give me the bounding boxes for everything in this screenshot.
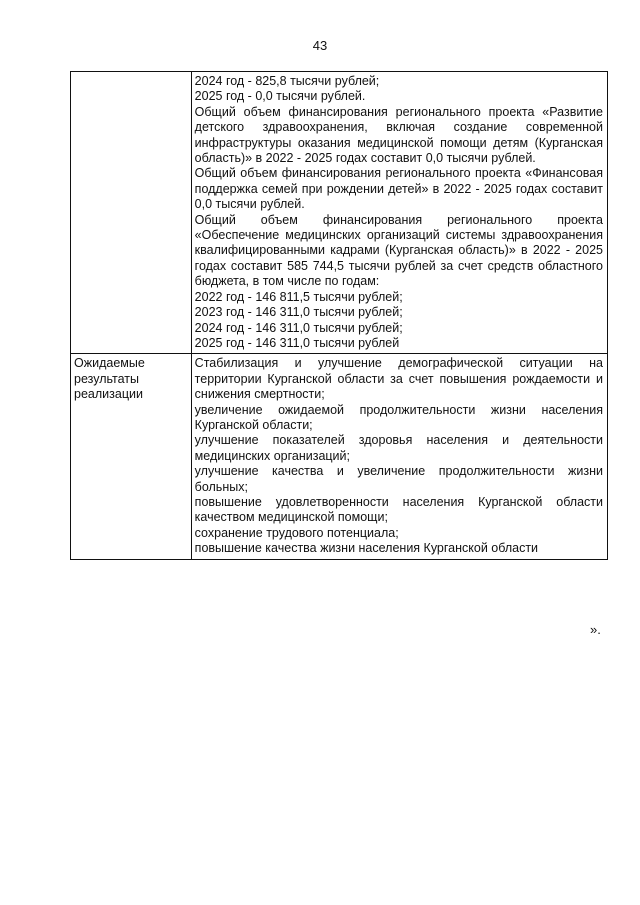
closing-quote: ». [590,622,601,637]
paragraph: 2024 год - 146 311,0 тысячи рублей; [194,320,403,335]
table-row [71,72,608,354]
row-label [71,72,192,354]
table-row [71,354,608,559]
page-number: 43 [312,38,328,53]
row-content [191,72,607,354]
paragraph: Общий объем финансирования регионального проекта «Обеспечение медицинских организаций системы здравоохранения квалифицированными кадрами (Курганская область)» в 2022 - 2025 годах составит 585 744,5 тысячи рублей за счет средств областного бюджета, в том числе по годам: [194,212,603,289]
paragraph: повышение качества жизни населения Курганской области [194,541,539,556]
passport-table [70,71,608,560]
paragraph: 2024 год - 825,8 тысячи рублей; [194,74,380,88]
paragraph: улучшение качества и увеличение продолжительности жизни больных; [194,464,603,494]
paragraph: Общий объем финансирования регионального проекта «Развитие детского здравоохранения, включая создание современной инфраструктуры оказания медицинской помощи детям (Курганская область)» в 2022 - 2025 годах составит 0,0 тысячи рублей. [194,104,603,166]
paragraph: 2025 год - 146 311,0 тысячи рублей [194,335,400,350]
paragraph: увеличение ожидаемой продолжительности жизни населения Курганской области; [194,402,603,432]
row-content [191,354,607,559]
paragraph: 2022 год - 146 811,5 тысячи рублей; [194,289,403,304]
paragraph: улучшение показателей здоровья населения и деятельности медицинских организаций; [194,433,603,463]
paragraph: повышение удовлетворенности населения Курганской области качеством медицинской помощи; [194,494,603,525]
paragraph: сохранение трудового потенциала; [194,525,399,540]
paragraph: 2025 год - 0,0 тысячи рублей. [194,89,366,104]
row-label: Ожидаемые результаты реализации [71,354,192,559]
paragraph: Стабилизация и улучшение демографической ситуации на территории Курганской области за счет повышения рождаемости и снижения смертности; [194,356,603,402]
paragraph: Общий объем финансирования регионального проекта «Финансовая поддержка семей при рождении детей» в 2022 - 2025 годах составит 0,0 тысячи рублей. [194,166,603,212]
paragraph: 2023 год - 146 311,0 тысячи рублей; [194,305,403,320]
